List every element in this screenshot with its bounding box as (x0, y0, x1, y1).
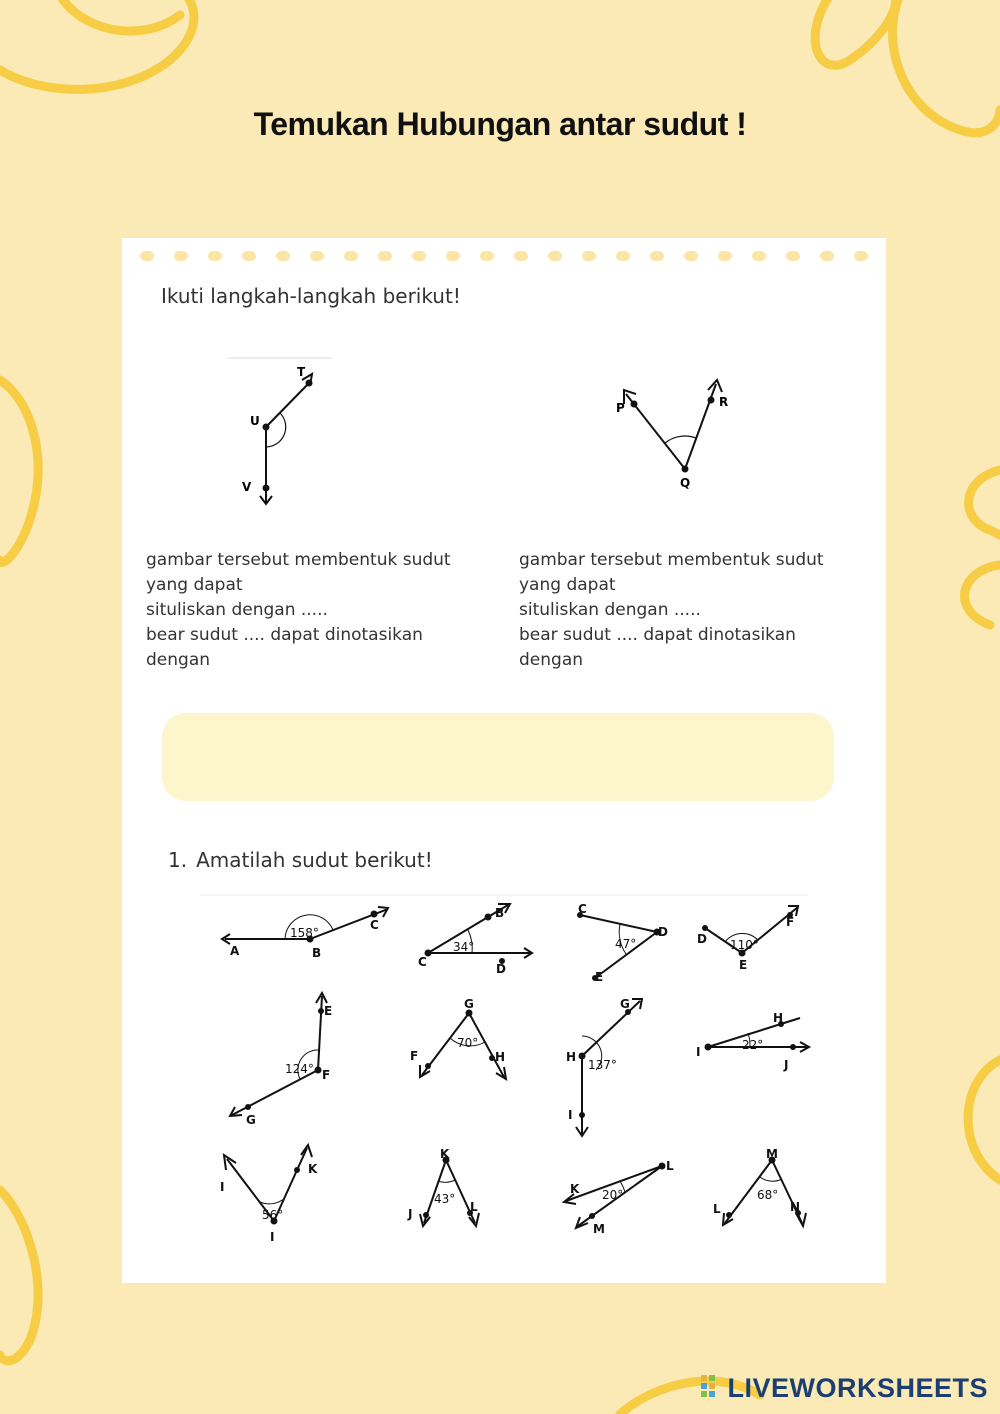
angle-measure: 47° (615, 937, 637, 951)
point-label: D (496, 962, 506, 976)
point-label: P (616, 401, 625, 415)
point-label: A (230, 944, 240, 958)
liveworksheets-logo-icon (701, 1375, 723, 1401)
angle-measure: 56° (262, 1208, 284, 1222)
answer-input-box[interactable] (162, 713, 834, 801)
dotted-divider (136, 248, 876, 264)
point-label: H (566, 1050, 577, 1064)
angle-measure: 137° (588, 1058, 617, 1072)
point-label: I (270, 1230, 275, 1244)
description-line: dengan (519, 650, 584, 670)
point-label: E (739, 958, 748, 972)
angle-labels-layer (200, 893, 812, 1248)
point-label: B (495, 906, 505, 920)
question-text: Amatilah sudut berikut! (196, 848, 433, 872)
point-label: E (595, 970, 604, 984)
description-line: dengan (146, 650, 211, 670)
example-description-1 (146, 548, 476, 673)
angle-measure: 70° (457, 1036, 479, 1050)
point-label: G (464, 997, 474, 1011)
point-label: C (578, 902, 587, 916)
liveworksheets-watermark[interactable] (701, 1374, 988, 1402)
point-label: M (766, 1147, 778, 1161)
point-label: G (620, 997, 630, 1011)
point-label: H (773, 1011, 784, 1025)
point-label: R (719, 395, 729, 409)
point-label: K (440, 1147, 450, 1161)
question-1 (168, 848, 433, 872)
angle-measure: 43° (434, 1192, 456, 1206)
description-line: yang dapat (146, 575, 243, 595)
angle-measure: 68° (757, 1188, 779, 1202)
point-label: J (408, 1207, 413, 1221)
point-label: D (658, 925, 668, 939)
watermark-text: LIVEWORKSHEETS (727, 1372, 988, 1403)
point-label: E (324, 1004, 333, 1018)
description-line: bear sudut .... dapat dinotasikan (146, 625, 423, 645)
point-label: L (666, 1159, 674, 1173)
angle-measure: 34° (453, 940, 475, 954)
point-label: J (784, 1058, 789, 1072)
angle-measure: 124° (285, 1062, 314, 1076)
point-label: V (242, 480, 252, 494)
page-title: Temukan Hubungan antar sudut ! (253, 106, 747, 142)
description-line: situliskan dengan ..... (146, 600, 328, 620)
description-line: gambar tersebut membentuk sudut (146, 550, 451, 570)
description-line: yang dapat (519, 575, 616, 595)
point-label: T (297, 365, 306, 379)
point-label: D (697, 932, 707, 946)
point-label: U (250, 414, 260, 428)
point-label: C (370, 918, 379, 932)
instructions-heading: Ikuti langkah-langkah berikut! (161, 284, 461, 308)
description-line: situliskan dengan ..... (519, 600, 701, 620)
point-label: K (308, 1162, 318, 1176)
worksheet-card (122, 238, 886, 1283)
point-label: L (470, 1200, 478, 1214)
point-label: L (713, 1202, 721, 1216)
point-label: F (322, 1068, 331, 1082)
point-label: I (568, 1108, 573, 1122)
point-label: H (495, 1050, 506, 1064)
point-label: G (246, 1113, 256, 1127)
point-label: Q (680, 476, 691, 490)
point-label: F (410, 1049, 419, 1063)
point-label: C (418, 955, 427, 969)
example-angle-pqr (610, 378, 750, 498)
point-label: M (593, 1222, 605, 1236)
point-label: I (220, 1180, 225, 1194)
description-line: gambar tersebut membentuk sudut (519, 550, 824, 570)
angle-measure: 20° (602, 1188, 624, 1202)
angle-measure: 110° (730, 938, 759, 952)
point-label: N (790, 1200, 801, 1214)
question-number: 1. (168, 848, 188, 872)
point-label: F (786, 915, 795, 929)
point-label: I (696, 1045, 701, 1059)
angle-measure: 158° (290, 926, 319, 940)
point-label: B (312, 946, 322, 960)
example-angle-tuv (222, 356, 362, 516)
angle-measure: 22° (742, 1038, 764, 1052)
description-line: bear sudut .... dapat dinotasikan (519, 625, 796, 645)
point-label: K (570, 1182, 580, 1196)
example-description-2 (519, 548, 849, 673)
